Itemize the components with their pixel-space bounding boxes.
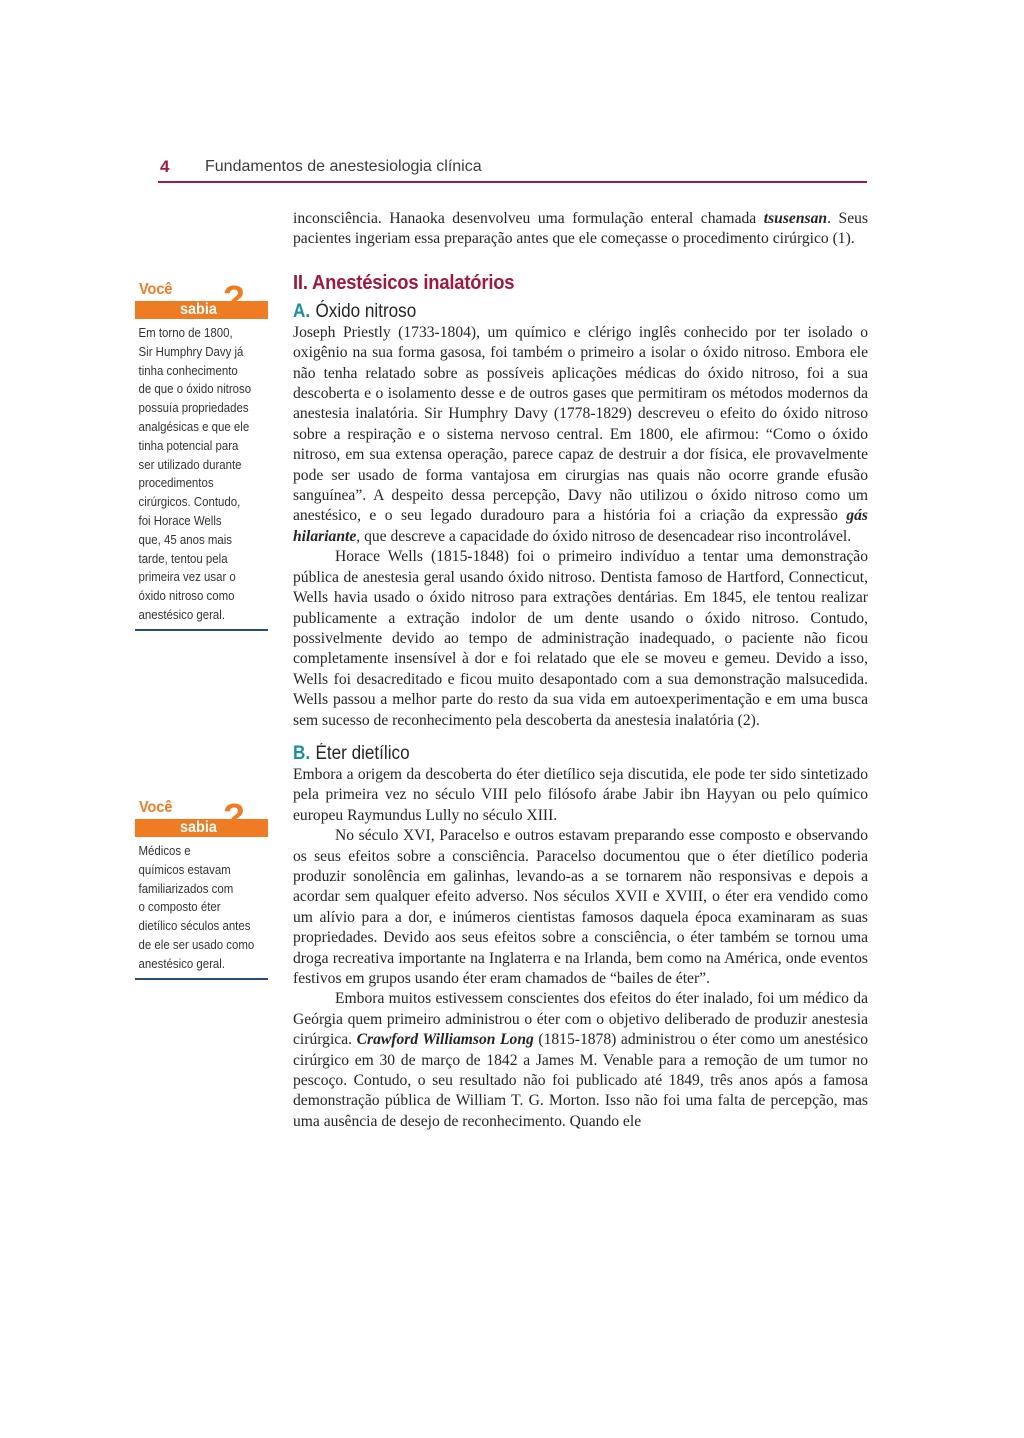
text-run: , que descreve a capacidade do óxido nitroso de desencadear riso incontrolável.	[356, 527, 852, 545]
callout-badge	[135, 278, 268, 321]
emphasized-term: gás hilariante	[293, 507, 868, 545]
callout-title-bottom: sabia	[180, 819, 217, 836]
running-header	[158, 157, 867, 183]
question-mark-icon: ?	[223, 796, 245, 837]
text-run: Embora muitos estivessem conscientes dos efeitos do éter inalado, foi um médico da Geórgia quem primeiro administrou o éter com o objetivo deliberado de produzir anestesia cirúrgica.	[293, 990, 868, 1049]
book-title: Fundamentos de anestesiologia clínica	[205, 158, 482, 175]
did-you-know-callout	[135, 278, 268, 631]
text-run: (1815-1878) administrou o éter como um anestésico cirúrgico em 30 de março de 1842 a James M. Venable para a remoção de um tumor no pescoço. Contudo, o seu resultado não foi publicado até 1849, três anos após a famosa demonstração pública de William T. G. Morton. Isso não foi uma falta de percepção, mas uma ausência de desejo de reconhecimento. Quando ele	[293, 1031, 868, 1130]
paragraph	[293, 989, 868, 1132]
intro-paragraph	[293, 209, 868, 250]
subsection-heading-b	[293, 743, 811, 765]
text-run: inconsciência. Hanaoka desenvolveu uma formulação enteral chamada	[293, 210, 764, 227]
text-run: Joseph Priestly (1733-1804), um químico e clérigo inglês conhecido por ter isolado o oxigênio na sua forma gasosa, foi também o primeiro a isolar o óxido nitroso. Embora ele não tenha relatado sobre as possíveis aplicações médicas do óxido nitroso, foi a sua descoberta e o isolamento desse e de outros gases que permitiram os métodos modernos da anestesia inalatória. Sir Humphry Davy (1778-1829) descreveu o efeito do óxido nitroso sobre a respiração e o sistema nervoso central. Em 1800, ele afirmou: “Como o óxido nitroso, em sua extensa operação, parece capaz de destruir a dor física, ele provavelmente pode ser usado de forma vantajosa em cirurgias nas quais não ocorre grande efusão sanguínea”. A despeito dessa percepção, Davy não utilizou o óxido nitroso como um anestésico, e o seu legado duradouro para a história foi a criação da expressão	[293, 323, 868, 525]
paragraph: Embora a origem da descoberta do éter dietílico seja discutida, ele pode ter sido sintetizado pela primeira vez no século VIII pelo filósofo árabe Jabir ibn Hayyan ou pelo químico europeu Raymundus Lully no século XIII.	[293, 765, 868, 824]
callout-title-top: Você	[139, 799, 173, 816]
text-run: . Seus pacientes ingeriam essa preparação antes que ele começasse o procedimento cirúrgico (1).	[293, 210, 868, 248]
main-text-column	[293, 209, 868, 1132]
subsection-title: Éter dietílico	[315, 742, 410, 764]
subsection-heading-a	[293, 301, 811, 323]
subsection-letter: B.	[293, 742, 311, 764]
callout-text: Em torno de 1800, Sir Humphry Davy já tinha conhecimento de que o óxido nitroso possuía propriedades analgésicas e que ele tinha potencial para ser utilizado durante procedimentos cirúrgicos. Contudo, foi Horace Wells que, 45 anos mais tarde, tentou pela primeira vez usar o óxido nitroso como anestésico geral.	[138, 325, 252, 622]
emphasized-term: Crawford Williamson Long	[356, 1031, 534, 1049]
callout-title-top: Você	[139, 281, 173, 298]
emphasized-term: tsusensan	[763, 210, 828, 227]
section-heading: II. Anestésicos inalatórios	[293, 271, 515, 294]
page-number: 4	[160, 157, 170, 176]
subsection-title: Óxido nitroso	[315, 300, 417, 322]
paragraph: No século XVI, Paracelso e outros estavam preparando esse composto e observando os seus efeitos sobre a consciência. Paracelso documentou que o éter dietílico poderia produzir sonolência em galinhas, levando-as a se tornarem não responsivas e depois a acordar sem qualquer efeito adverso. Nos séculos XVII e XVIII, o éter era vendido como um alívio para a dor, e inúmeros cientistas famosos daquela época examinaram as suas propriedades. Devido aos seus efeitos sobre a consciência, o éter também se tornou uma droga recreativa importante na Inglaterra e na Irlanda, bem como na América, onde eventos festivos em grupos usando éter eram chamados de “bailes de éter”.	[293, 827, 868, 987]
callout-divider	[135, 629, 268, 631]
callout-title-bottom: sabia	[180, 301, 217, 318]
subsection-letter: A.	[293, 300, 311, 322]
callout-divider	[135, 978, 268, 980]
paragraph: Horace Wells (1815-1848) foi o primeiro indivíduo a tentar uma demonstração pública de anestesia geral usando óxido nitroso. Dentista famoso de Hartford, Connecticut, Wells havia usado o óxido nitroso para extrações dentárias. Em 1845, ele tentou realizar publicamente a extração indolor de um dente usando o óxido nitroso. Contudo, possivelmente devido ao tempo de administração inadequado, o paciente não ficou completamente insensível à dor e foi relatado que ele se moveu e gemeu. Devido a isso, Wells foi desacreditado e ficou muito desapontado com a sua demonstração malsucedida. Wells passou a melhor parte do resto da sua vida em autoexperimentação e em uma busca sem sucesso de reconhecimento pela descoberta da anestesia inalatória (2).	[293, 548, 868, 729]
paragraph	[293, 323, 868, 547]
question-mark-icon: ?	[223, 278, 245, 319]
callout-text: Médicos e químicos estavam familiarizados com o composto éter dietílico séculos antes de ele ser usado como anestésico geral.	[138, 843, 255, 971]
callout-badge	[135, 796, 268, 839]
did-you-know-callout	[135, 796, 268, 980]
